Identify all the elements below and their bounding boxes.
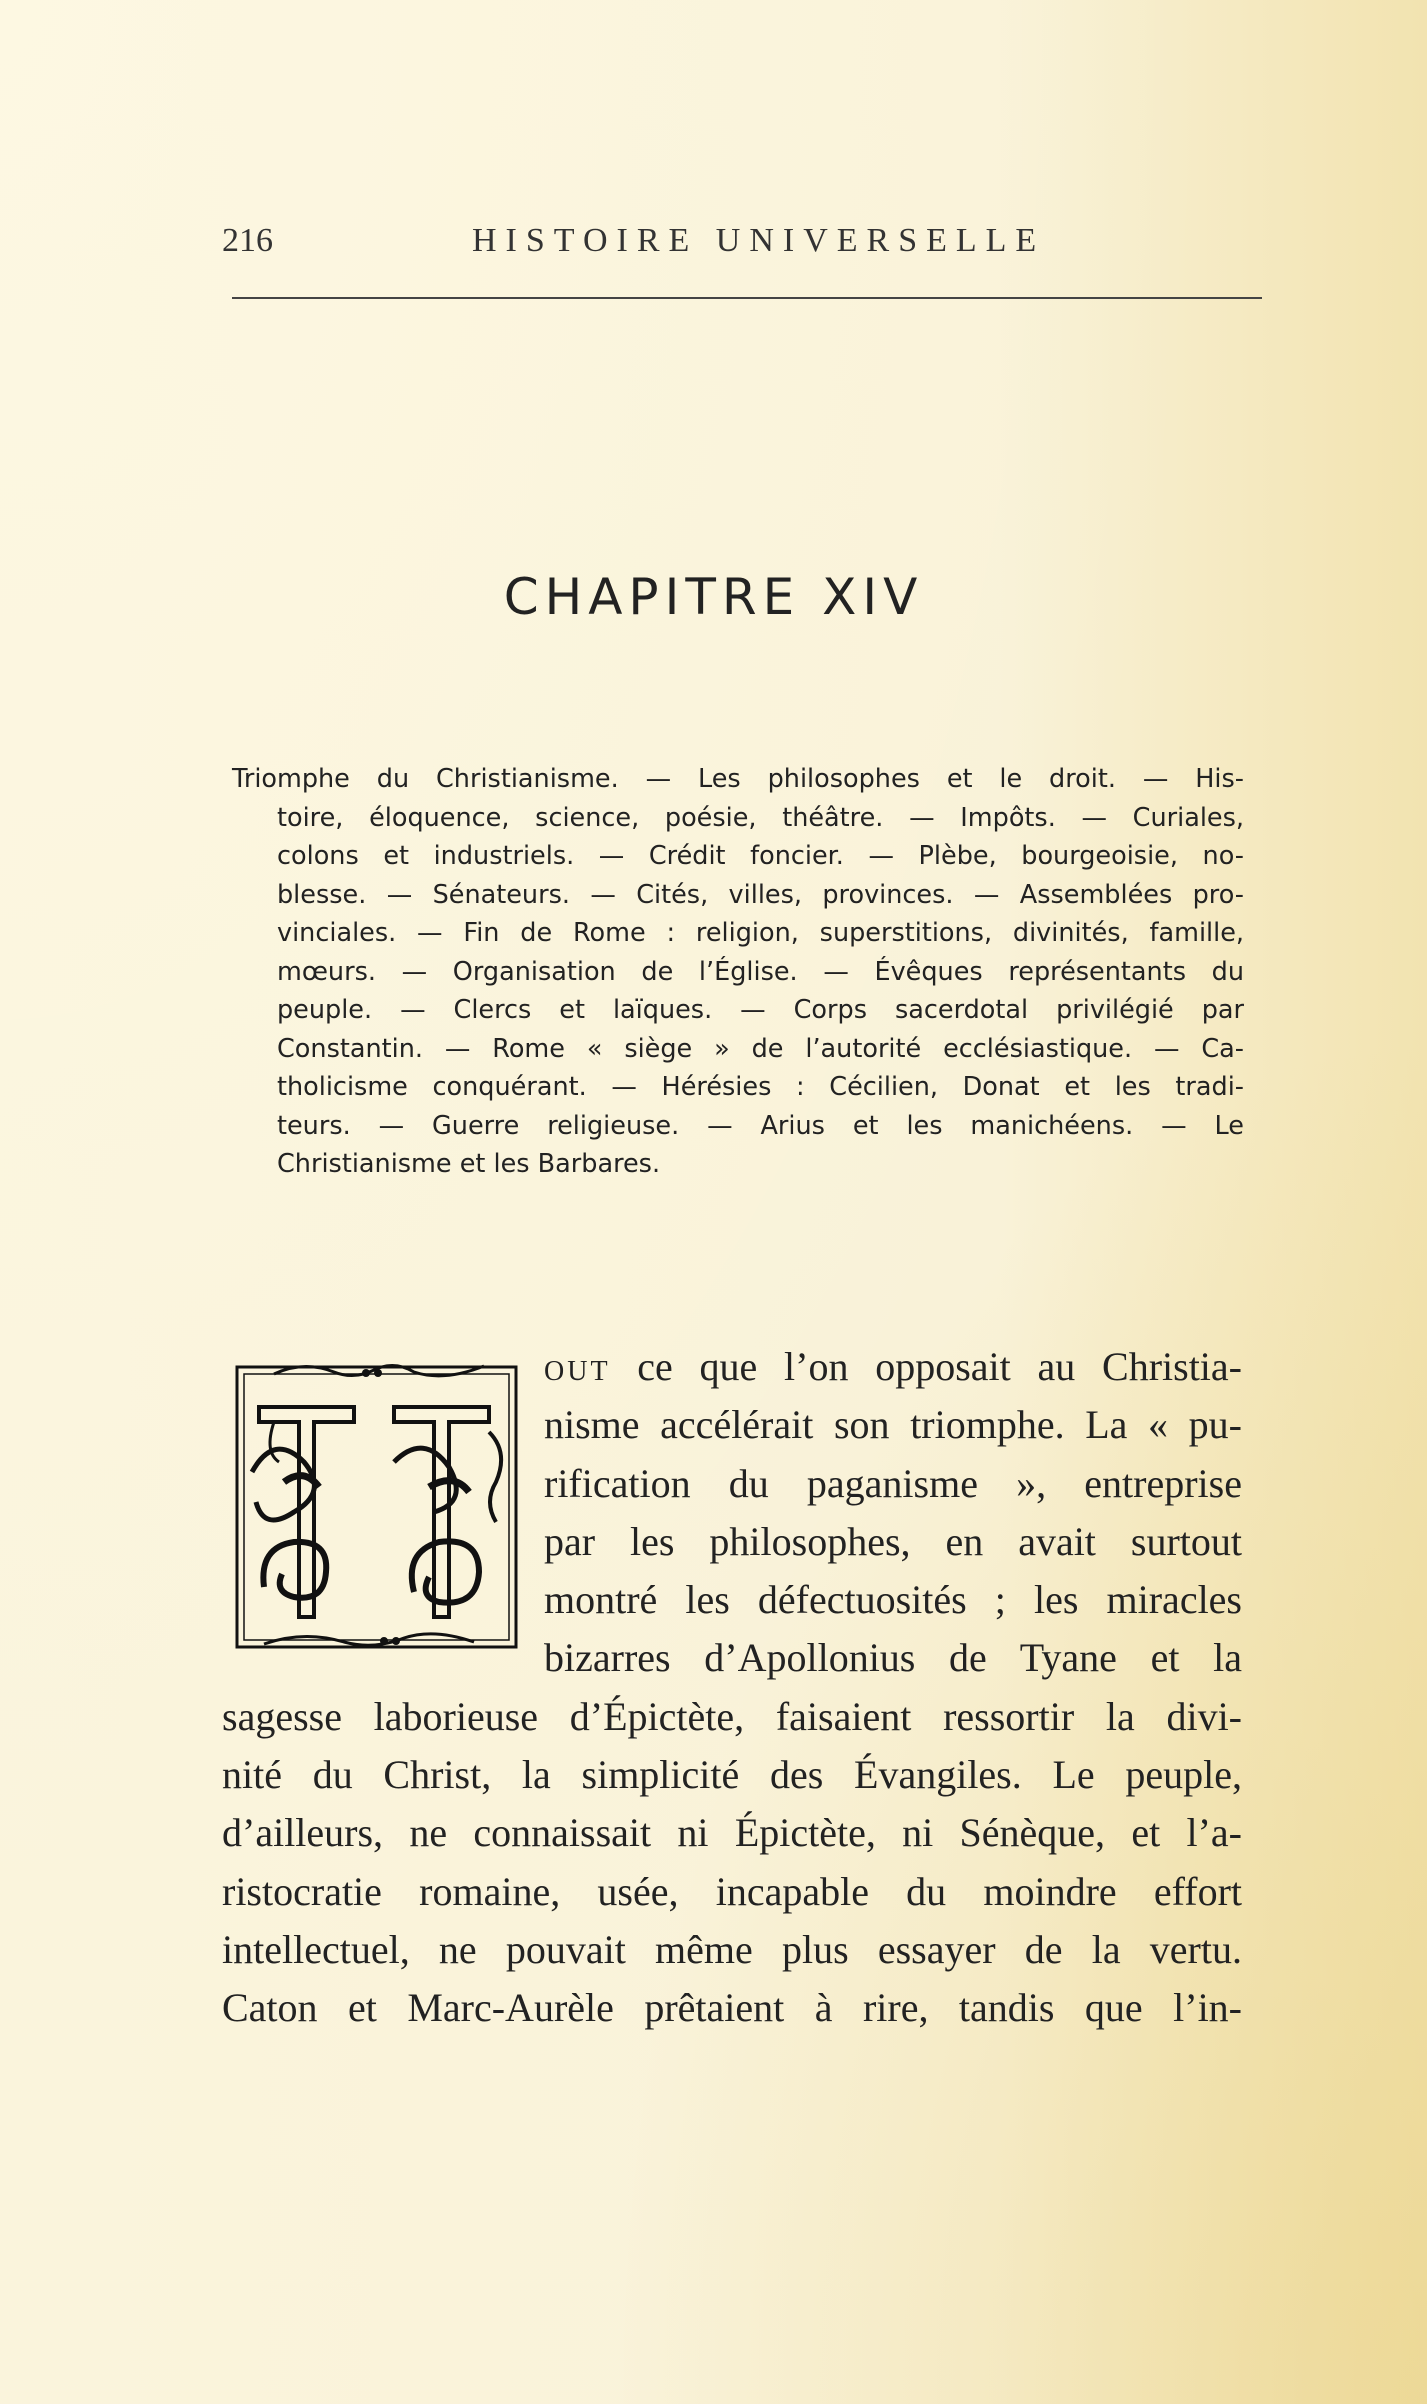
body-text bbox=[222, 1338, 1242, 2038]
chapter-title: CHAPITRE XIV bbox=[503, 568, 924, 626]
chapter-summary bbox=[232, 760, 1244, 1184]
body-line: montré les défectuosités ; les miracles bbox=[544, 1577, 1242, 1623]
body-line: ristocratie romaine, usée, incapable du moindre effort bbox=[222, 1868, 1242, 1914]
summary-line: vinciales. — Fin de Rome : religion, superstitions, divinités, famille, bbox=[277, 918, 1244, 948]
body-line: par les philosophes, en avait surtout bbox=[544, 1518, 1242, 1564]
summary-line: peuple. — Clercs et laïques. — Corps sacerdotal privilégié par bbox=[277, 995, 1244, 1025]
first-word-rest: out bbox=[544, 1344, 611, 1389]
summary-line: Triomphe du Christianisme. — Les philosophes et le droit. — His- bbox=[232, 764, 1244, 794]
summary-line: mœurs. — Organisation de l’Église. — Évêques représentants du bbox=[277, 956, 1244, 987]
summary-line: tholicisme conquérant. — Hérésies : Cécilien, Donat et les tradi- bbox=[277, 1072, 1244, 1102]
body-line: nité du Christ, la simplicité des Évangiles. Le peuple, bbox=[222, 1752, 1242, 1798]
body-line-text: ce que l’on opposait au Christia- bbox=[610, 1344, 1242, 1389]
body-line: Caton et Marc-Aurèle prêtaient à rire, tandis que l’in- bbox=[222, 1985, 1242, 2031]
summary-line: teurs. — Guerre religieuse. — Arius et les manichéens. — Le bbox=[277, 1110, 1244, 1141]
summary-line: blesse. — Sénateurs. — Cités, villes, provinces. — Assemblées pro- bbox=[277, 879, 1244, 910]
running-title: HISTOIRE UNIVERSELLE bbox=[472, 222, 1046, 259]
running-head bbox=[222, 222, 1262, 272]
body-line: nisme accélérait son triomphe. La « pu- bbox=[544, 1402, 1242, 1448]
body-line: rification du paganisme », entreprise bbox=[544, 1460, 1242, 1506]
summary-line: colons et industriels. — Crédit foncier. — Plèbe, bourgeoisie, no- bbox=[277, 841, 1244, 871]
page-number: 216 bbox=[222, 222, 273, 259]
summary-line: toire, éloquence, science, poésie, théâtre. — Impôts. — Curiales, bbox=[277, 802, 1244, 833]
summary-line: Christianisme et les Barbares. bbox=[277, 1149, 661, 1179]
body-line: intellectuel, ne pouvait même plus essayer de la vertu. bbox=[222, 1926, 1242, 1972]
body-line: sagesse laborieuse d’Épictète, faisaient ressortir la divi- bbox=[222, 1693, 1242, 1739]
header-rule bbox=[232, 297, 1262, 299]
body-line: bizarres d’Apollonius de Tyane et la bbox=[544, 1635, 1242, 1681]
body-line bbox=[222, 1338, 1242, 1396]
summary-line: Constantin. — Rome « siège » de l’autorité ecclésiastique. — Ca- bbox=[277, 1033, 1244, 1064]
body-line: d’ailleurs, ne connaissait ni Épictète, ni Sénèque, et l’a- bbox=[222, 1810, 1242, 1856]
